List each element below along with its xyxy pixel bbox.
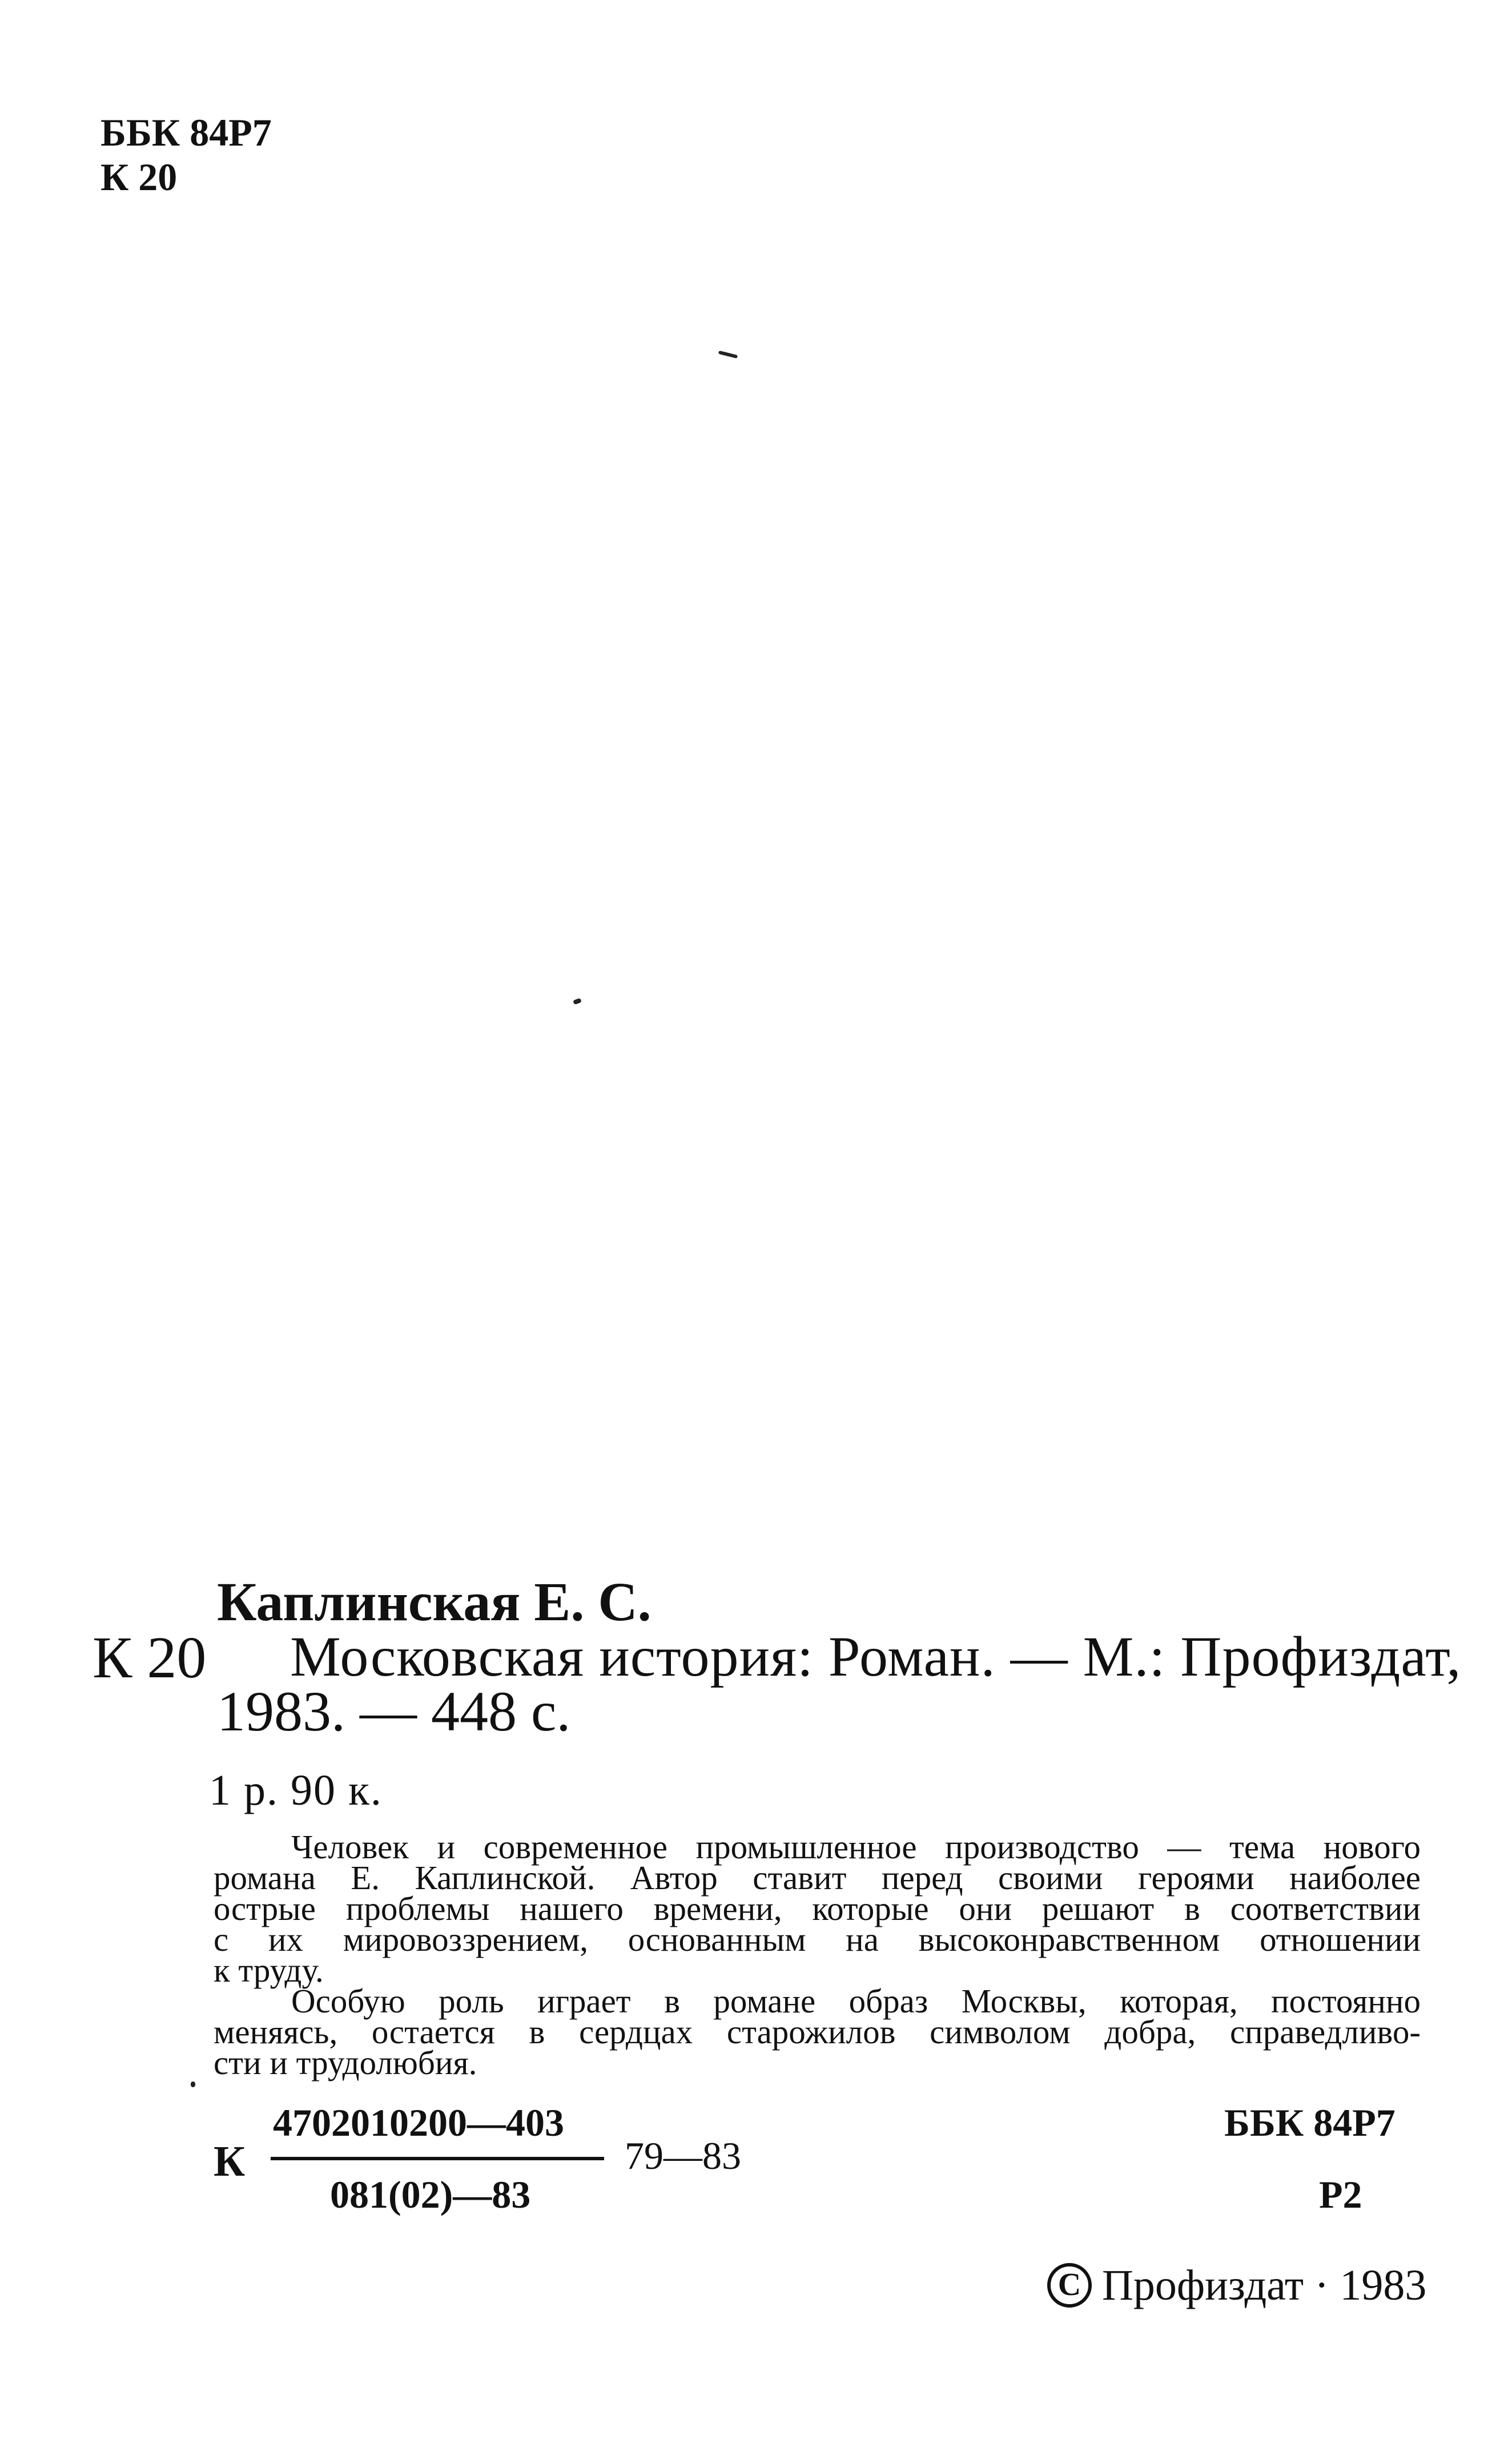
title-line: Московская история: Роман. — М.: Профиздат,: [290, 1625, 1462, 1688]
bbk-code-top: ББК 84Р7: [100, 111, 272, 154]
publication-line: 1983. — 448 с.: [217, 1680, 571, 1743]
k-code-top: К 20: [100, 155, 178, 199]
annotation-line: к труду.: [214, 1951, 324, 1989]
annotation-line: Человек и современное промышленное производство — тема нового: [291, 1828, 1421, 1866]
print-speck: [573, 998, 582, 1005]
index-letter: К: [214, 2137, 246, 2185]
annotation-line: острые проблемы нашего времени, которые они решают в соответствии: [214, 1890, 1421, 1927]
annotation-line: с их мировоззрением, основанным на высоконравственном отношении: [214, 1921, 1421, 1958]
author-name: Каплинская Е. С.: [217, 1571, 652, 1632]
annotation-line: Особую роль играет в романе образ Москвы, которая, постоянно: [291, 1982, 1421, 2020]
copyright-text: Профиздат · 1983: [1102, 2261, 1427, 2309]
fraction-line: [271, 2157, 604, 2160]
annotation-line: сти и трудолюбия.: [214, 2044, 477, 2081]
index-numerator: 4702010200—403: [273, 2101, 564, 2144]
bbk-code-bottom: ББК 84Р7: [1224, 2101, 1396, 2144]
index-denominator: 081(02)—83: [330, 2173, 531, 2216]
price: 1 р. 90 к.: [209, 1766, 383, 1814]
index-code: 79—83: [625, 2134, 741, 2177]
bbk-subcode: Р2: [1319, 2173, 1362, 2216]
catalog-mark: К 20: [93, 1625, 207, 1690]
print-speck: [191, 2081, 195, 2087]
copyright-icon: C: [1047, 2263, 1092, 2308]
print-speck: [718, 351, 738, 359]
copyright-line: [1047, 2263, 1426, 2308]
annotation-line: меняясь, остается в сердцах старожилов символом добра, справедливо-: [214, 2013, 1421, 2051]
annotation-line: романа Е. Каплинской. Автор ставит перед своими героями наиболее: [214, 1859, 1421, 1897]
